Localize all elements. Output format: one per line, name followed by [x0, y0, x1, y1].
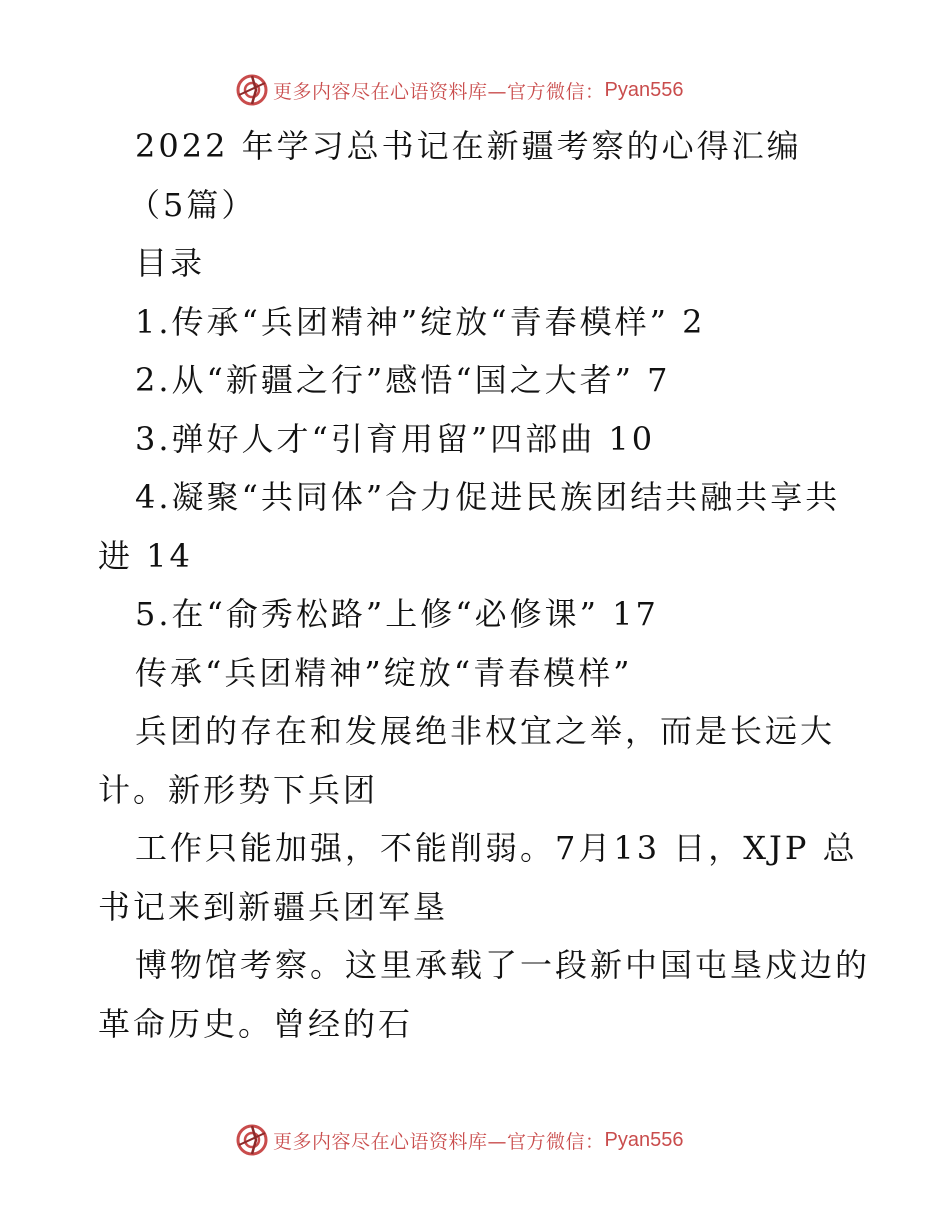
header-watermark — [235, 72, 683, 108]
toc-item: 4.凝聚“共同体”合力促进民族团结共融共享共 — [135, 478, 841, 516]
body-line: 工作只能加强，不能削弱。7月13 日，XJP 总 — [135, 829, 858, 867]
toc-item-continuation: 进 14 — [98, 537, 193, 575]
body-line: 书记来到新疆兵团军垦 — [98, 888, 449, 926]
toc-heading: 目录 — [135, 244, 206, 282]
footer-watermark — [235, 1122, 683, 1158]
toc-item: 3.弹好人才“引育用留”四部曲 10 — [135, 420, 656, 458]
body-line: 革命历史。曾经的石 — [98, 1005, 414, 1043]
toc-item: 5.在“俞秀松路”上修“必修课” 17 — [135, 595, 659, 633]
section-heading: 传承“兵团精神”绽放“青春模样” — [135, 654, 633, 692]
watermark-wechat-id: Pyan556 — [604, 78, 684, 101]
toc-item: 1.传承“兵团精神”绽放“青春模样” 2 — [135, 303, 706, 341]
watermark-text: 更多内容尽在心语资料库—官方微信： — [273, 80, 605, 103]
body-line: 兵团的存在和发展绝非权宜之举，而是长远大 — [135, 712, 836, 750]
seal-logo-icon — [235, 1123, 269, 1157]
toc-item: 2.从“新疆之行”感悟“国之大者” 7 — [135, 361, 671, 399]
body-line: 博物馆考察。这里承载了一段新中国屯垦戍边的 — [135, 946, 871, 984]
body-line: 计。新形势下兵团 — [98, 771, 379, 809]
document-title-count: （5篇） — [128, 186, 257, 224]
watermark-text: 更多内容尽在心语资料库—官方微信： — [273, 1130, 605, 1153]
document-title: 2022 年学习总书记在新疆考察的心得汇编 — [135, 127, 802, 165]
watermark-wechat-id: Pyan556 — [604, 1128, 684, 1151]
seal-logo-icon — [235, 73, 269, 107]
